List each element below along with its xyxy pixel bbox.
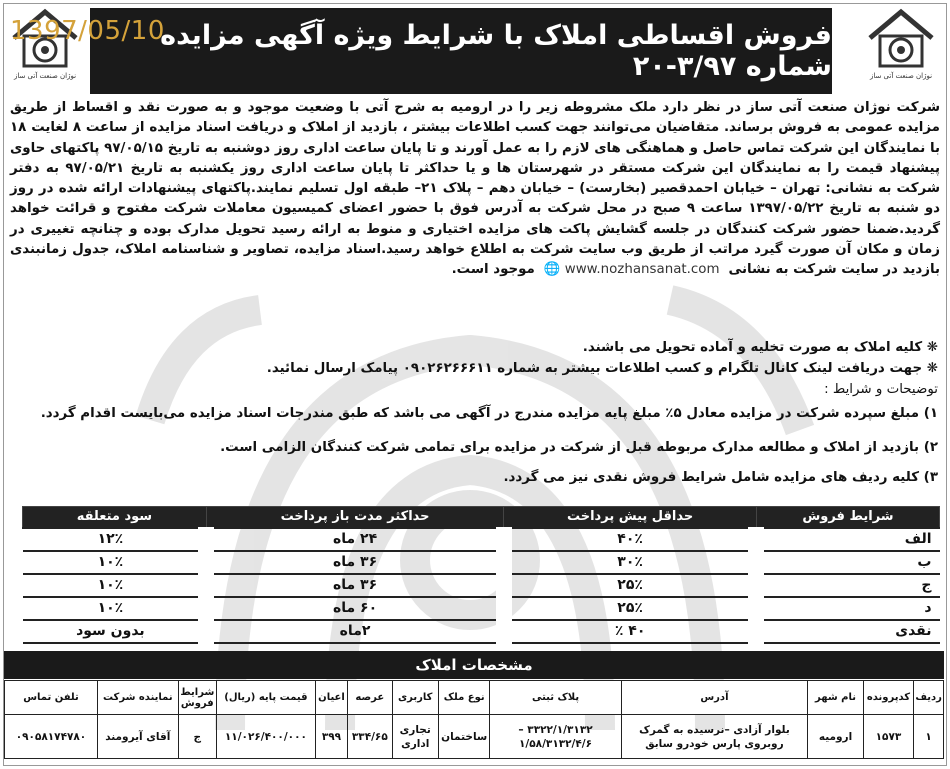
- column-header: نماینده شرکت: [97, 681, 178, 715]
- table-cell: بلوار آزادی –نرسیده به گمرک روبروی پارس خودرو سابق: [621, 715, 808, 759]
- table-cell: ساختمان: [438, 715, 490, 759]
- house-logo-icon: [866, 8, 936, 70]
- table-cell: ۱۰٪: [23, 551, 207, 574]
- table-row: [23, 620, 940, 643]
- table-cell: ۳۳۴/۶۵: [348, 715, 392, 759]
- table-cell: ۶۰ ماه: [206, 597, 504, 620]
- table-row: [23, 597, 940, 620]
- table-cell: ۳۶ ماه: [206, 551, 504, 574]
- ad-title: فروش اقساطی املاک با شرایط ویژه آگهی مزایده شماره ۳/۹۷-۲۰: [160, 20, 832, 82]
- paragraph-tail: موجود است.: [451, 262, 535, 278]
- column-header: آدرس: [621, 681, 808, 715]
- table-cell: ج: [756, 574, 939, 597]
- sale-terms-header-row: [23, 507, 940, 528]
- column-header: حداکثر مدت باز پرداخت: [206, 507, 504, 528]
- table-cell: ۴۰٪: [504, 528, 757, 551]
- column-header: نوع ملک: [438, 681, 490, 715]
- note-delivery: ❋ کلیه املاک به صورت تخلیه و آماده تحویل می باشند.: [582, 340, 938, 355]
- column-header: کدپرونده: [863, 681, 913, 715]
- globe-icon: 🌐: [543, 262, 561, 278]
- title-banner: [90, 8, 832, 94]
- condition-2: ۲) بازدید از املاک و مطالعه مدارک مربوطه قبل از شرکت در مزایده برای تمامی شرکت کنندگان الزامی است.: [220, 440, 938, 455]
- table-cell: ۱۲٪: [23, 528, 207, 551]
- table-cell: ۱۵۷۳: [863, 715, 913, 759]
- column-header: شرایط فروش: [756, 507, 939, 528]
- conditions-heading: توضیحات و شرایط :: [824, 382, 938, 397]
- website-url: www.nozhansanat.com: [564, 262, 720, 278]
- table-cell: ۳۶ ماه: [206, 574, 504, 597]
- announcement-paragraph: [10, 98, 940, 281]
- table-cell: د: [756, 597, 939, 620]
- company-logo-right: [860, 8, 942, 92]
- table-row: [23, 528, 940, 551]
- column-header: کاربری: [392, 681, 438, 715]
- logo-caption: نوژان صنعت آتی ساز: [13, 72, 77, 80]
- column-header: حداقل پیش پرداخت: [504, 507, 757, 528]
- table-cell: ۳۹۹: [315, 715, 347, 759]
- table-cell: ارومیه: [808, 715, 863, 759]
- table-cell: ج: [178, 715, 216, 759]
- table-cell: ۲۴ ماه: [206, 528, 504, 551]
- column-header: شرایط فروش: [178, 681, 216, 715]
- table-cell: ۱: [914, 715, 944, 759]
- condition-3: ۳) کلیه ردیف های مزایده شامل شرایط فروش نقدی نیز می گردد.: [503, 470, 938, 485]
- column-header: ردیف: [914, 681, 944, 715]
- table-row: [5, 715, 944, 759]
- sale-terms-table: [22, 506, 940, 644]
- column-header: نام شهر: [808, 681, 863, 715]
- table-cell: الف: [756, 528, 939, 551]
- table-cell: ۳۰٪: [504, 551, 757, 574]
- table-cell: ۱۰٪: [23, 597, 207, 620]
- properties-header-row: [5, 681, 944, 715]
- table-cell: ۲۵٪: [504, 574, 757, 597]
- table-cell: ۱۰٪: [23, 574, 207, 597]
- condition-1: ۱) مبلغ سپرده شرکت در مزایده معادل ۵٪ مبلغ پایه مزایده مندرج در آگهی می باشد که طبق مندرجات اسناد مزایده می‌بایست اقدام گردد.: [40, 406, 938, 421]
- table-cell: ۰۹۰۵۸۱۷۴۷۸۰: [5, 715, 98, 759]
- column-header: پلاک ثبتی: [490, 681, 621, 715]
- table-cell: ۳۳۲۲/۱/۳۱۳۲ – ۱/۵۸/۳۱۳۲/۴/۶: [490, 715, 621, 759]
- column-header: قیمت پایه (ریال): [216, 681, 315, 715]
- table-cell: ۲۵٪: [504, 597, 757, 620]
- table-cell: آقای آیرومند: [97, 715, 178, 759]
- date-stamp: 1397/05/10: [10, 16, 165, 46]
- website-link[interactable]: [540, 262, 724, 277]
- properties-title: مشخصات املاک: [4, 651, 944, 679]
- table-cell: تجاری اداری: [392, 715, 438, 759]
- table-cell: ۴۰ ٪: [504, 620, 757, 643]
- properties-table: [4, 680, 944, 759]
- table-cell: بدون سود: [23, 620, 207, 643]
- column-header: تلفن تماس: [5, 681, 98, 715]
- column-header: اعیان: [315, 681, 347, 715]
- table-row: [23, 574, 940, 597]
- note-telegram: ❋ جهت دریافت لینک کانال تلگرام و کسب اطلاعات بیشتر به شماره ۰۹۰۲۶۲۶۶۶۱۱ پیامک ارسال نمائید.: [266, 361, 938, 376]
- column-header: عرصه: [348, 681, 392, 715]
- table-cell: نقدی: [756, 620, 939, 643]
- paragraph-text: شرکت نوژان صنعت آتی ساز در نظر دارد ملک مشروطه زیر را در ارومیه به شرح آتی با وضعیت موجود و به صورت نقد و اقساط از طریق مزایده عمومی به فروش برساند. متقاضیان می‌توانند جهت کسب اطلاعات بیشتر ، بازدید از املاک و دریافت اسناد مزایده از ساعت ۸ لغایت ۱۸ با نمایندگان این شرکت تماس حاصل و هماهنگی های لازم را به عمل آورند و تا پایان ساعت اداری روز دوشنبه به تاریخ ۹۷/۰۵/۱۵ پاکتهای حاوی پیشنهاد قیمت را به نمایندگان این شرکت مستقر در شهرستان ها و یا حداکثر تا پایان ساعت اداری روز یکشنبه به تاریخ ۹۷/۰۵/۲۱ به دفتر شرکت به نشانی: تهران – خیابان احمدقصیر (بخارست) – خیابان دهم – پلاک ۲۱– طبقه اول تسلیم نمایند.پاکتهای پیشنهادات ارائه شده در روز دو شنبه به تاریخ ۱۳۹۷/۰۵/۲۲ ساعت ۹ صبح در محل شرکت به آدرس فوق با حضور اعضای کمیسیون معاملات شرکت مفتوح و قرائت خواهد گردید.ضمنا حضور شرکت کنندگان در جلسه گشایش پاکت های مزایده اختیاری و منوط به ارائه رسید تحویل مدارک بوده و چنانچه تغییری در زمان و مکان آن صورت گیرد مراتب از طریق وب سایت شرکت به اطلاع خواهد رسید.اسناد مزایده، تصاویر و شناسنامه املاک، جدول زمانبندی بازدید در سایت شرکت به نشانی: [10, 100, 941, 278]
- table-row: [23, 551, 940, 574]
- table-cell: ب: [756, 551, 939, 574]
- table-cell: ۲ماه: [206, 620, 504, 643]
- table-cell: ۱۱/۰۲۶/۴۰۰/۰۰۰: [216, 715, 315, 759]
- column-header: سود متعلقه: [23, 507, 207, 528]
- logo-caption: نوژان صنعت آتی ساز: [869, 72, 933, 80]
